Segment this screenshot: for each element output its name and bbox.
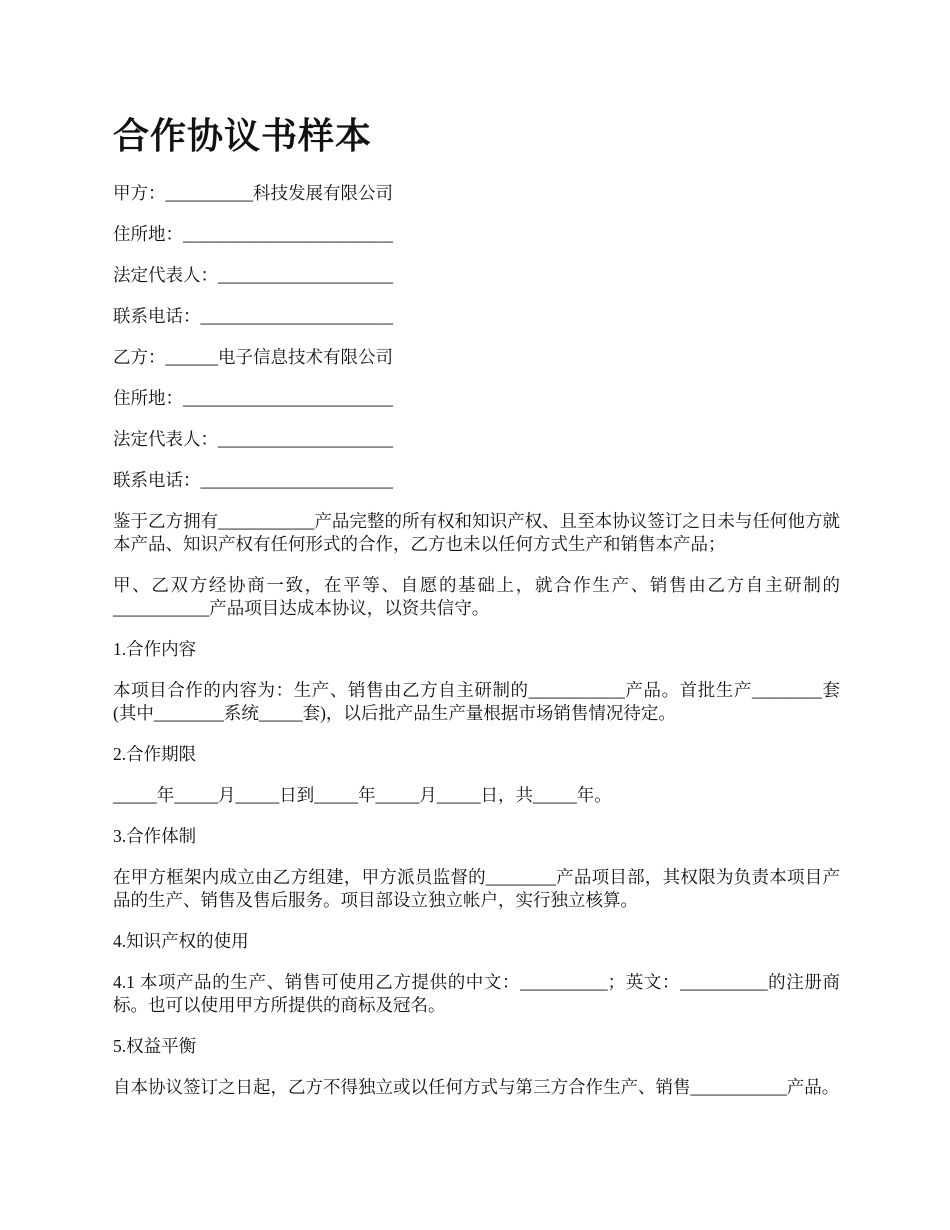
party-b-address: 住所地：________________________: [113, 388, 393, 408]
party-b-legal-rep: 法定代表人：____________________: [113, 429, 393, 449]
party-a-legal-rep: 法定代表人：____________________: [113, 265, 393, 285]
party-a-phone: 联系电话：______________________: [113, 306, 393, 326]
section-heading: 3.合作体制: [113, 826, 197, 846]
section-heading: 5.权益平衡: [113, 1036, 197, 1056]
preamble-paragraph: 甲、乙双方经协商一致，在平等、自愿的基础上，就合作生产、销售由乙方自主研制的___________产品项目达成本协议，以资共信守。: [113, 575, 840, 618]
section-heading: 1.合作内容: [113, 639, 197, 659]
section-heading: 2.合作期限: [113, 744, 197, 764]
section-text: 在甲方框架内成立由乙方组建，甲方派员监督的________产品项目部，其权限为负责本项目产品的生产、销售及售后服务。项目部设立独立帐户，实行独立核算。: [113, 867, 840, 910]
section-text: 本项目合作的内容为：生产、销售由乙方自主研制的___________产品。首批生产________套(其中________系统_____套)，以后批产品生产量根据市场销售情况待定。: [113, 680, 840, 723]
section-text: 4.1 本项产品的生产、销售可使用乙方提供的中文：__________；英文：__________的注册商标。也可以使用甲方所提供的商标及冠名。: [113, 972, 840, 1015]
section-text: _____年_____月_____日到_____年_____月_____日，共_____年。: [113, 785, 612, 805]
section-heading: 4.知识产权的使用: [113, 931, 249, 951]
document-title: 合作协议书样本: [113, 116, 373, 157]
section-text: 自本协议签订之日起，乙方不得独立或以任何方式与第三方合作生产、销售___________产品。: [113, 1077, 840, 1097]
party-a-address: 住所地：________________________: [113, 224, 393, 244]
preamble-paragraph: 鉴于乙方拥有___________产品完整的所有权和知识产权、且至本协议签订之日未与任何他方就本产品、知识产权有任何形式的合作，乙方也未以任何方式生产和销售本产品；: [113, 511, 840, 554]
party-a-name: 甲方：__________科技发展有限公司: [113, 183, 393, 203]
party-b-name: 乙方：______电子信息技术有限公司: [113, 347, 393, 367]
party-b-phone: 联系电话：______________________: [113, 470, 393, 490]
